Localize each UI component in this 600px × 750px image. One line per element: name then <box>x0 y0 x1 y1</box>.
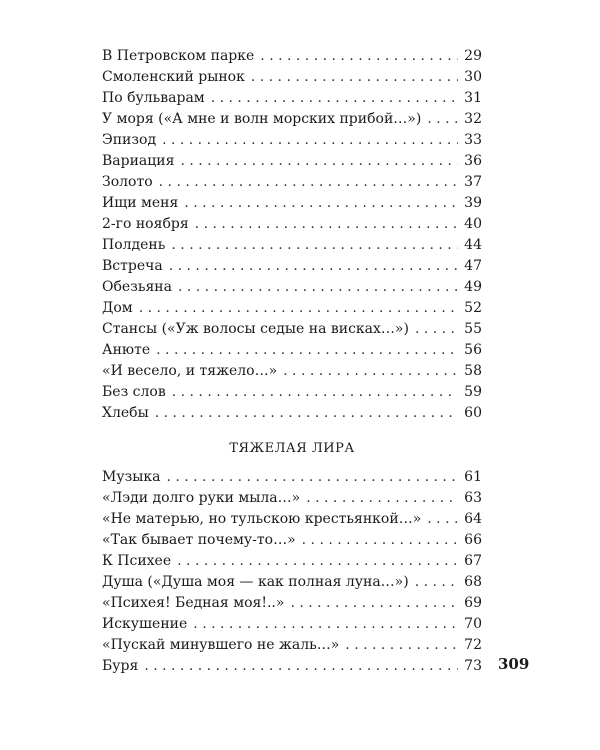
toc-entry-page: 61 <box>464 469 482 485</box>
dot-leader <box>180 151 458 172</box>
toc-entry-title: «Пускай минувшего не жаль…» <box>102 637 340 653</box>
toc-entry-title: Буря <box>102 658 139 674</box>
toc-entry-title: Встреча <box>102 258 163 274</box>
toc-entry <box>102 382 482 403</box>
dot-leader <box>251 67 458 88</box>
toc-entry-title: «И весело, и тяжело…» <box>102 363 278 379</box>
dot-leader <box>156 340 458 361</box>
toc-entry-title: «Психея! Бедная моя!..» <box>102 595 285 611</box>
dot-leader <box>415 319 458 340</box>
toc-entry-page: 36 <box>464 153 482 169</box>
toc-entry-page: 37 <box>464 174 482 190</box>
dot-leader <box>283 361 458 382</box>
page-number: 309 <box>498 655 530 673</box>
dot-leader <box>345 635 458 656</box>
toc-entry-title: «Лэди долго руки мыла…» <box>102 490 301 506</box>
toc-entry <box>102 109 482 130</box>
dot-leader <box>427 109 458 130</box>
toc-entry-title: Душа («Душа моя — как полная луна…») <box>102 574 409 590</box>
toc-entry <box>102 88 482 109</box>
dot-leader <box>177 551 458 572</box>
toc-entry-title: Без слов <box>102 384 166 400</box>
toc-entry <box>102 256 482 277</box>
toc-entry <box>102 361 482 382</box>
toc-entry-title: Обезьяна <box>102 279 172 295</box>
toc-entry-title: Хлебы <box>102 405 149 421</box>
toc-entry <box>102 551 482 572</box>
toc-entry-title: Эпизод <box>102 132 157 148</box>
dot-leader <box>415 572 458 593</box>
toc-entry <box>102 656 482 677</box>
dot-leader <box>260 46 458 67</box>
toc-entry <box>102 46 482 67</box>
toc-entry <box>102 488 482 509</box>
toc-entry-page: 67 <box>464 553 482 569</box>
toc-entry <box>102 151 482 172</box>
toc-entry-title: Искушение <box>102 616 188 632</box>
dot-leader <box>178 277 458 298</box>
toc-entry <box>102 214 482 235</box>
toc-entry-title: К Психее <box>102 553 172 569</box>
toc-list-part2 <box>102 467 482 677</box>
toc-entry-page: 59 <box>464 384 482 400</box>
toc-entry <box>102 67 482 88</box>
toc-entry-page: 39 <box>464 195 482 211</box>
toc-entry <box>102 319 482 340</box>
toc-entry-page: 60 <box>464 405 482 421</box>
toc-entry-page: 70 <box>464 616 482 632</box>
toc-entry <box>102 635 482 656</box>
dot-leader <box>211 88 458 109</box>
toc-entry-page: 66 <box>464 532 482 548</box>
toc-entry-title: У моря («А мне и волн морских прибой…») <box>102 111 422 127</box>
toc-entry-page: 64 <box>464 511 482 527</box>
toc-entry <box>102 130 482 151</box>
dot-leader <box>162 130 458 151</box>
dot-leader <box>306 488 458 509</box>
toc-entry-page: 47 <box>464 258 482 274</box>
dot-leader <box>159 172 458 193</box>
toc-entry-title: Музыка <box>102 469 161 485</box>
toc-entry-title: «Не матерью, но тульскою крестьянкой…» <box>102 511 422 527</box>
toc-entry-title: «Так бывает почему-то…» <box>102 532 296 548</box>
toc-entry-page: 56 <box>464 342 482 358</box>
toc-entry-page: 33 <box>464 132 482 148</box>
dot-leader <box>144 656 458 677</box>
toc-entry <box>102 235 482 256</box>
section-title: ТЯЖЕЛАЯ ЛИРА <box>229 441 355 456</box>
toc-entry-page: 30 <box>464 69 482 85</box>
dot-leader <box>139 298 458 319</box>
toc-entry-page: 69 <box>464 595 482 611</box>
toc-entry-title: 2-го ноября <box>102 216 189 232</box>
toc-entry-page: 31 <box>464 90 482 106</box>
toc-entry <box>102 403 482 424</box>
toc-entry <box>102 572 482 593</box>
toc-entry <box>102 172 482 193</box>
dot-leader <box>193 614 458 635</box>
toc-entry-page: 68 <box>464 574 482 590</box>
toc-entry-title: Дом <box>102 300 133 316</box>
dot-leader <box>302 530 458 551</box>
dot-leader <box>172 382 458 403</box>
toc-entry <box>102 467 482 488</box>
toc-entry-page: 29 <box>464 48 482 64</box>
dot-leader <box>166 467 458 488</box>
dot-leader <box>184 193 458 214</box>
toc-entry-title: Смоленский рынок <box>102 69 245 85</box>
toc-list-part1 <box>102 46 482 424</box>
toc-entry-title: Анюте <box>102 342 151 358</box>
toc-entry-title: Полдень <box>102 237 166 253</box>
toc-entry <box>102 530 482 551</box>
toc-entry-page: 55 <box>464 321 482 337</box>
toc-entry <box>102 340 482 361</box>
toc-entry-title: Ищи меня <box>102 195 179 211</box>
toc-entry <box>102 193 482 214</box>
toc-entry-page: 63 <box>464 490 482 506</box>
toc-entry-page: 32 <box>464 111 482 127</box>
toc-entry <box>102 277 482 298</box>
toc-entry-page: 58 <box>464 363 482 379</box>
dot-leader <box>427 509 458 530</box>
dot-leader <box>171 235 458 256</box>
toc-entry-title: В Петровском парке <box>102 48 255 64</box>
dot-leader <box>290 593 458 614</box>
toc-entry <box>102 298 482 319</box>
toc-entry-title: Вариация <box>102 153 175 169</box>
dot-leader <box>155 403 458 424</box>
toc-entry-page: 40 <box>464 216 482 232</box>
toc-entry-page: 44 <box>464 237 482 253</box>
toc-entry-title: Золото <box>102 174 153 190</box>
toc-entry-title: По бульварам <box>102 90 205 106</box>
toc-entry-title: Стансы («Уж волосы седые на висках…») <box>102 321 409 337</box>
toc-entry-page: 52 <box>464 300 482 316</box>
toc-entry <box>102 509 482 530</box>
toc-entry-page: 72 <box>464 637 482 653</box>
dot-leader <box>195 214 458 235</box>
toc-entry-page: 49 <box>464 279 482 295</box>
toc-entry <box>102 614 482 635</box>
dot-leader <box>169 256 458 277</box>
toc-entry <box>102 593 482 614</box>
toc-entry-page: 73 <box>464 658 482 674</box>
